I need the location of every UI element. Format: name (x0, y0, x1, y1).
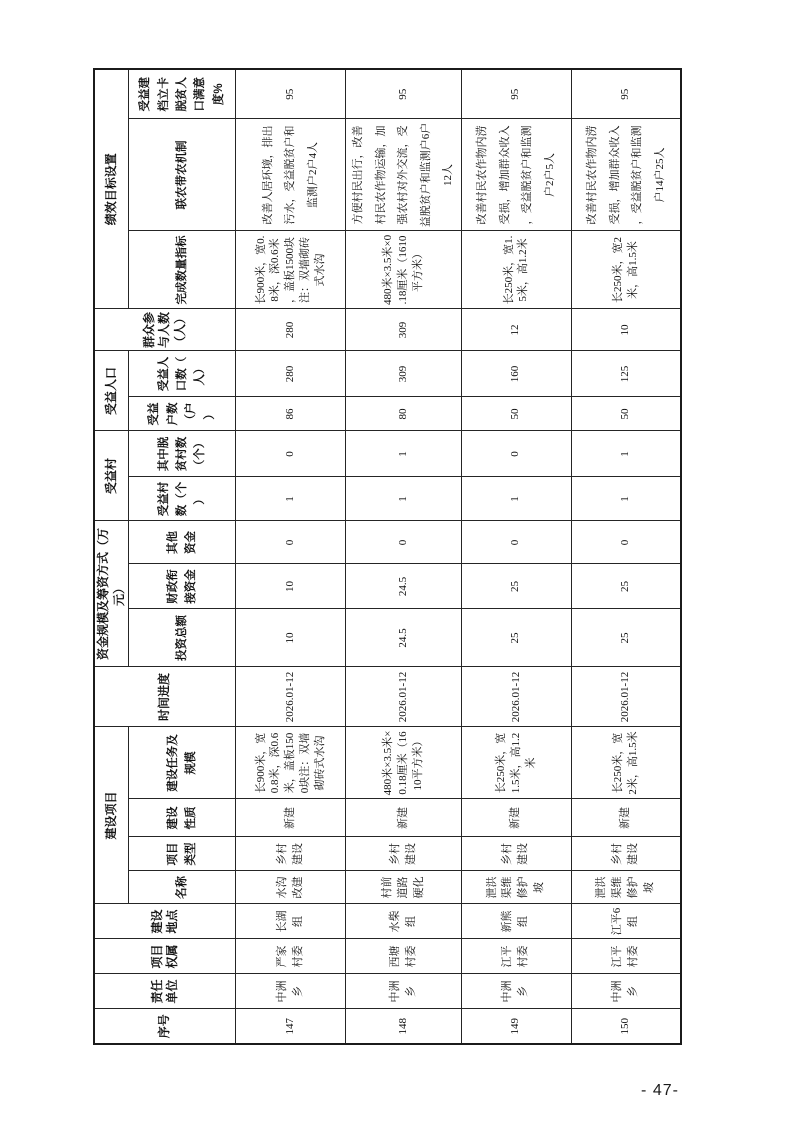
table-row (346, 69, 462, 1044)
cell-serial: 147 (236, 1009, 346, 1044)
project-plan-table (93, 68, 682, 1045)
cell-nature: 新建 (346, 799, 462, 837)
cell-indicator: 480米×3.5米×0.18厘米（1610平方米） (346, 231, 462, 309)
table-row (571, 69, 681, 1044)
header-total-investment: 投资总额 (129, 609, 236, 667)
cell-schedule: 2026.01-12 (571, 667, 681, 727)
cell-location: 新熊组 (461, 904, 571, 939)
landscape-canvas (93, 70, 673, 1045)
header-benefit-population-group: 受益人口 (94, 351, 129, 431)
cell-villages: 1 (236, 477, 346, 521)
header-performance-group: 绩效目标设置 (94, 69, 129, 309)
cell-satisfaction: 95 (461, 69, 571, 119)
header-name: 名称 (129, 871, 236, 904)
header-benefit-village-group: 受益村 (94, 431, 129, 521)
cell-indicator: 长250米，宽2米，高1.5米 (571, 231, 681, 309)
cell-households: 80 (346, 397, 462, 431)
table-row (236, 69, 346, 1044)
header-participants: 群众参与人数（人） (94, 309, 236, 351)
cell-unit: 中洲乡 (236, 974, 346, 1009)
cell-owner: 江平村委 (461, 939, 571, 974)
header-sub-row (129, 69, 236, 1044)
cell-poor-villages: 0 (236, 431, 346, 477)
cell-other: 0 (571, 521, 681, 564)
header-poor-villages: 其中脱贫村数（个） (129, 431, 236, 477)
cell-satisfaction: 95 (236, 69, 346, 119)
header-construction-nature: 建设性质 (129, 799, 236, 837)
header-funding-group: 资金规模及筹资方式（万元） (94, 521, 129, 667)
cell-mechanism: 改善村民农作物内涝受损，增加群众收入，受益脱贫户和监测户2户5人 (461, 119, 571, 231)
cell-total: 25 (571, 609, 681, 667)
cell-nature: 新建 (571, 799, 681, 837)
header-schedule: 时间进度 (94, 667, 236, 727)
header-fiscal-funds: 财政衔接资金 (129, 564, 236, 609)
header-satisfaction: 受益建档立卡脱贫人口满意度% (129, 69, 236, 119)
table-row (461, 69, 571, 1044)
cell-participants: 10 (571, 309, 681, 351)
header-benefit-villages: 受益村数（个） (129, 477, 236, 521)
cell-satisfaction: 95 (346, 69, 462, 119)
cell-location: 水柴组 (346, 904, 462, 939)
cell-participants: 309 (346, 309, 462, 351)
cell-name: 水沟改建 (236, 871, 346, 904)
header-benefit-population: 受益人口数（人） (129, 351, 236, 397)
cell-poor-villages: 1 (571, 431, 681, 477)
cell-total: 24.5 (346, 609, 462, 667)
cell-population: 309 (346, 351, 462, 397)
cell-households: 50 (571, 397, 681, 431)
cell-population: 160 (461, 351, 571, 397)
cell-owner: 严家村委 (236, 939, 346, 974)
cell-other: 0 (346, 521, 462, 564)
cell-participants: 12 (461, 309, 571, 351)
cell-other: 0 (236, 521, 346, 564)
cell-name: 泄洪渠维修护坡 (461, 871, 571, 904)
cell-population: 280 (236, 351, 346, 397)
cell-total: 25 (461, 609, 571, 667)
cell-scale: 长900米，宽0.8米，深0.6米，盖板1500块注：双墙砌砖式水沟 (236, 727, 346, 799)
cell-satisfaction: 95 (571, 69, 681, 119)
cell-nature: 新建 (236, 799, 346, 837)
cell-mechanism: 方便村民出行，改善村民农作物运输，加强农村对外交流，受益脱贫户和监测户6户12人 (346, 119, 462, 231)
cell-owner: 西塘村委 (346, 939, 462, 974)
header-completion-indicator: 完成数量指标 (129, 231, 236, 309)
cell-villages: 1 (571, 477, 681, 521)
cell-unit: 中洲乡 (571, 974, 681, 1009)
cell-type: 乡村建设 (461, 837, 571, 871)
cell-fiscal: 25 (461, 564, 571, 609)
cell-scale: 长250米，宽1.5米，高1.2米 (461, 727, 571, 799)
cell-location: 江平6组 (571, 904, 681, 939)
cell-other: 0 (461, 521, 571, 564)
cell-serial: 149 (461, 1009, 571, 1044)
cell-owner: 江平村委 (571, 939, 681, 974)
cell-type: 乡村建设 (236, 837, 346, 871)
cell-population: 125 (571, 351, 681, 397)
header-benefit-households: 受益户数（户） (129, 397, 236, 431)
cell-fiscal: 10 (236, 564, 346, 609)
header-farmer-mechanism: 联农带农机制 (129, 119, 236, 231)
cell-unit: 中洲乡 (346, 974, 462, 1009)
cell-indicator: 长900米，宽0.8米，深0.6米，盖板1500块 注：双墙砌砖式水沟 (236, 231, 346, 309)
header-project-type: 项目类型 (129, 837, 236, 871)
cell-mechanism: 改善人居环境，排出污水，受益脱贫户和监测户2户4人 (236, 119, 346, 231)
cell-households: 86 (236, 397, 346, 431)
header-construction-project-group: 建设项目 (94, 727, 129, 904)
header-group-row (94, 69, 129, 1044)
cell-type: 乡村建设 (571, 837, 681, 871)
header-other-funds: 其他资金 (129, 521, 236, 564)
cell-name: 泄洪渠维修护坡 (571, 871, 681, 904)
header-construction-site: 建设地点 (94, 904, 236, 939)
cell-scale: 长250米，宽2米，高1.5米 (571, 727, 681, 799)
cell-villages: 1 (461, 477, 571, 521)
cell-name: 村前道路硬化 (346, 871, 462, 904)
header-serial: 序号 (94, 1009, 236, 1044)
page-number: - 47- (641, 1082, 679, 1099)
cell-schedule: 2026.01-12 (236, 667, 346, 727)
cell-schedule: 2026.01-12 (461, 667, 571, 727)
cell-poor-villages: 0 (461, 431, 571, 477)
cell-scale: 480米×3.5米×0.18厘米（1610平方米） (346, 727, 462, 799)
header-project-ownership: 项目权属 (94, 939, 236, 974)
cell-fiscal: 25 (571, 564, 681, 609)
cell-participants: 280 (236, 309, 346, 351)
header-task-scale: 建设任务及规模 (129, 727, 236, 799)
cell-serial: 148 (346, 1009, 462, 1044)
cell-fiscal: 24.5 (346, 564, 462, 609)
cell-poor-villages: 1 (346, 431, 462, 477)
cell-type: 乡村建设 (346, 837, 462, 871)
cell-mechanism: 改善村民农作物内涝受损，增加群众收入，受益脱贫户和监测户14户25人 (571, 119, 681, 231)
cell-nature: 新建 (461, 799, 571, 837)
cell-villages: 1 (346, 477, 462, 521)
cell-households: 50 (461, 397, 571, 431)
cell-location: 长湖组 (236, 904, 346, 939)
cell-total: 10 (236, 609, 346, 667)
cell-schedule: 2026.01-12 (346, 667, 462, 727)
cell-indicator: 长250米，宽1.5米，高1.2米 (461, 231, 571, 309)
header-responsible-unit: 责任单位 (94, 974, 236, 1009)
cell-serial: 150 (571, 1009, 681, 1044)
rotated-table-area (93, 70, 673, 1045)
cell-unit: 中洲乡 (461, 974, 571, 1009)
